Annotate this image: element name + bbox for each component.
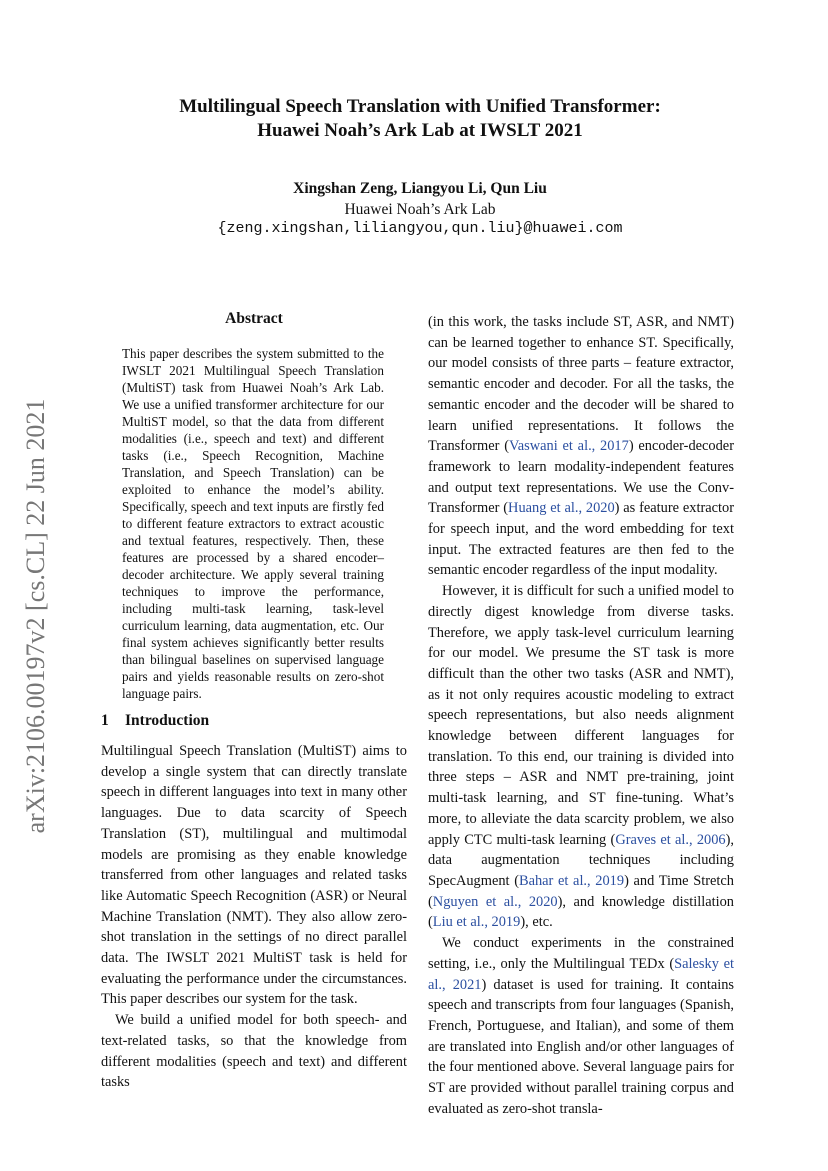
section-number: 1 [101,712,109,729]
text-run: ) as feature extractor for speech input, and the word embedding for text input. The extracted features are then fed to the semantic encoder regardless of the input modality. [428,500,734,579]
text-run: (in this work, the tasks include ST, ASR, and NMT) can be learned together to enhance ST. Specifically, our model consists of three parts – feature extractor, semantic encoder and decoder. For all the tasks, the semantic encoder and the decoder will be shared to learn unified representations. It follows the Transformer ( [428,314,734,455]
author-list: Xingshan Zeng, Liangyou Li, Qun Liu [293,180,547,197]
citation-link-huang[interactable]: Huang et al., 2020 [508,500,615,517]
arxiv-sidebar [8,372,64,860]
citation-link-nguyen[interactable]: Nguyen et al., 2020 [432,893,558,910]
citation-link-vaswani[interactable]: Vaswani et al., 2017 [508,438,629,455]
text-run: ) and Time Stretch ( [428,872,734,910]
right-paragraph-3 [428,933,734,1119]
title-line-2: Huawei Noah’s Ark Lab at IWSLT 2021 [257,120,583,141]
arxiv-identifier: arXiv:2106.00197v2 [cs.CL] 22 Jun 2021 [21,398,50,834]
citation-link-liu[interactable]: Liu et al., 2019 [432,914,521,931]
citation-link-salesky[interactable]: Salesky et al., 2021 [428,955,734,993]
text-run: We conduct experiments in the constrained setting, i.e., only the Multilingual TEDx ( [428,935,734,972]
paper-title [100,95,740,143]
intro-paragraph-2: We build a unified model for both speech- and text-related tasks, so that the knowledge from different modalities (speech and text) and different tasks [101,1012,407,1091]
abstract-heading: Abstract [225,310,283,327]
right-paragraph-1 [428,312,734,581]
section-heading [101,712,209,730]
abstract-text: This paper describes the system submitted to the IWSLT 2021 Multilingual Speech Translation (MultiST) task from Huawei Noah’s Ark Lab. We use a unified transformer architecture for our MultiST model, so that the data from different modalities (i.e., speech and text) and different tasks (i.e., Speech Recognition, Machine Translation, and Speech Translation) can be exploited to enhance the model’s ability. Specifically, speech and text inputs are firstly fed to different feature extractors to extract acoustic and textual features, respectively. Then, these features are processed by a shared encoder–decoder architecture. We apply several training techniques to improve the performance, including multi-task learning, task-level curriculum learning, data augmentation, etc. Our final system achieves significantly better results than bilingual baselines on supervised language pairs and yields reasonable results on zero-shot language pairs. [122,346,384,701]
text-run: ) dataset is used for training. It contains speech and transcripts from four languages (Spanish, French, Portuguese, and Italian), and some of them are translated into English and/or other languages of the four mentioned above. Several language pairs for ST are provided without parallel training corpus and evaluated as zero-shot transla- [428,976,734,1117]
right-column-body [428,312,734,1119]
intro-paragraph-1: Multilingual Speech Translation (MultiST) aims to develop a single system that can directly translate speech in different languages into text in many other languages. Due to data scarcity of Speech Translation (ST), multilingual and multimodal models are promising as they enable knowledge transferred from other languages and related tasks like Automatic Speech Recognition (ASR) or Neural Machine Translation (NMT). They also allow zero-shot translation in the settings of no direct parallel data. The IWSLT 2021 MultiST task is held for evaluating the performance under the circumstances. This paper describes our system for the task. [101,743,407,1008]
text-run: ), etc. [520,914,553,931]
text-run: However, it is difficult for such a unified model to directly digest knowledge from diverse tasks. Therefore, we apply task-level curriculum learning for our model. We presume the ST task is more difficult than the other two tasks (ASR and NMT), as it not only requires acoustic modeling to extract speech representations, but also needs alignment knowledge between different languages for translation. To this end, our training is divided into three steps – ASR and NMT pre-training, joint multi-task learning, and ST fine-tuning. What’s more, to alleviate the data scarcity problem, we also apply CTC multi-task learning ( [428,583,734,848]
left-column-body [101,741,407,1093]
right-paragraph-2 [428,581,734,933]
citation-link-bahar[interactable]: Bahar et al., 2019 [518,872,625,889]
text-run: ), and knowledge distillation ( [428,893,734,931]
text-run: ), data augmentation techniques including SpecAugment ( [428,831,734,889]
affiliation: Huawei Noah’s Ark Lab [344,201,496,218]
text-run: ) encoder-decoder framework to learn modality-independent features and output text representations. We use the Conv-Transformer ( [428,438,734,517]
citation-link-graves[interactable]: Graves et al., 2006 [615,831,726,848]
title-line-1: Multilingual Speech Translation with Unified Transformer: [179,96,661,117]
author-email: {zeng.xingshan,liliangyou,qun.liu}@huawei.com [217,220,623,237]
section-title: Introduction [125,712,210,729]
